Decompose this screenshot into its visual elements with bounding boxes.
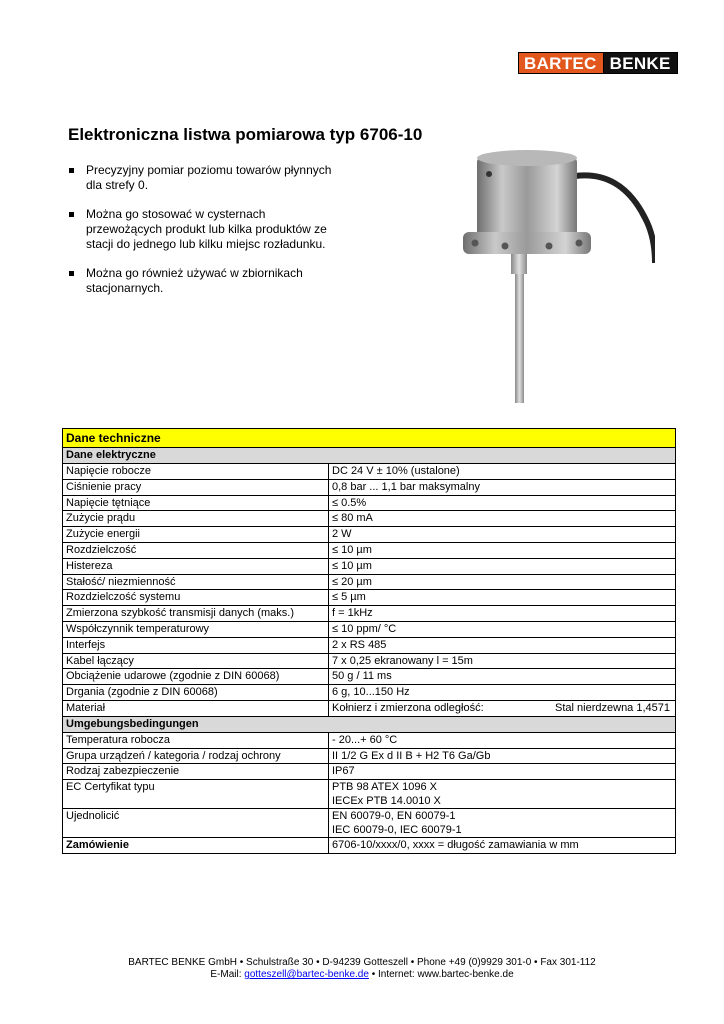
table-row: Napięcie robocze DC 24 V ± 10% (ustalone) (63, 464, 676, 480)
table-row: Interfejs 2 x RS 485 (63, 637, 676, 653)
table-row: Rodzaj zabezpieczenie IP67 (63, 764, 676, 780)
table-row: Histereza ≤ 10 µm (63, 558, 676, 574)
material-part: Kołnierz i zmierzona odległość: (332, 701, 484, 714)
table-row: Zużycie prądu ≤ 80 mA (63, 511, 676, 527)
bullet-square-icon (69, 271, 74, 276)
table-header: Dane techniczne (63, 429, 676, 448)
table-row: Obciążenie udarowe (zgodnie z DIN 60068) 50 g / 11 ms (63, 669, 676, 685)
table-row: Temperatura robocza - 20...+ 60 °C (63, 732, 676, 748)
list-item: Można go stosować w cysternach przewożących produkt lub kilka produktów ze stacji do jednego lub kilku miejsc rozładunku. (68, 207, 338, 252)
table-row: Grupa urządzeń / kategoria / rodzaj ochrony II 1/2 G Ex d II B + H2 T6 Ga/Gb (63, 748, 676, 764)
bullet-square-icon (69, 168, 74, 173)
table-row: Rozdzielczość ≤ 10 µm (63, 542, 676, 558)
logo-bartec: BARTEC (518, 52, 604, 74)
section-header-env: Umgebungsbedingungen (63, 716, 676, 732)
bullet-square-icon (69, 212, 74, 217)
table-row-conform: Ujednolicić EN 60079-0, EN 60079-1 IEC 60079-0, IEC 60079-1 (63, 809, 676, 838)
section-header-row (63, 716, 676, 732)
footer-address: BARTEC BENKE GmbH • Schulstraße 30 • D-94239 Gotteszell • Phone +49 (0)9929 301-0 • Fax 301-112 (128, 957, 596, 968)
logo-benke: BENKE (604, 52, 678, 74)
footer-contact: E-Mail: gotteszell@bartec-benke.de • Internet: www.bartec-benke.de (210, 969, 514, 980)
material-value: Stal nierdzewna 1,4571 (555, 701, 670, 714)
table-row: Zużycie energii 2 W (63, 527, 676, 543)
table-row-material: Materiał Kołnierz i zmierzona odległość: Stal nierdzewna 1,4571 (63, 700, 676, 716)
product-photo (455, 148, 655, 403)
section-header-row (63, 448, 676, 464)
section-header-electric: Dane elektryczne (63, 448, 676, 464)
table-row: Stałość/ niezmienność ≤ 20 µm (63, 574, 676, 590)
table-row: Napięcie tętniące ≤ 0.5% (63, 495, 676, 511)
page-footer (0, 957, 724, 981)
table-header-row (63, 429, 676, 448)
table-row-order: Zamówienie 6706-10/xxxx/0, xxxx = długość zamawiania w mm (63, 838, 676, 854)
email-link[interactable]: gotteszell@bartec-benke.de (244, 969, 369, 980)
list-item: Można go również używać w zbiornikach stacjonarnych. (68, 266, 338, 296)
table-row: Zmierzona szybkość transmisji danych (maks.) f = 1kHz (63, 606, 676, 622)
table-row: Współczynnik temperaturowy ≤ 10 ppm/ °C (63, 621, 676, 637)
feature-list (68, 163, 338, 310)
technical-data-table (62, 428, 676, 854)
table-row: Rozdzielczość systemu ≤ 5 µm (63, 590, 676, 606)
page-title: Elektroniczna listwa pomiarowa typ 6706-10 (68, 125, 423, 144)
list-item: Precyzyjny pomiar poziomu towarów płynnych dla strefy 0. (68, 163, 338, 193)
company-logo (518, 52, 678, 74)
table-row: Drgania (zgodnie z DIN 60068) 6 g, 10...150 Hz (63, 685, 676, 701)
table-row-cert: EC Certyfikat typu PTB 98 ATEX 1096 X IECEx PTB 14.0010 X (63, 780, 676, 809)
table-row: Ciśnienie pracy 0,8 bar ... 1,1 bar maksymalny (63, 479, 676, 495)
table-row: Kabel łączący 7 x 0,25 ekranowany l = 15m (63, 653, 676, 669)
